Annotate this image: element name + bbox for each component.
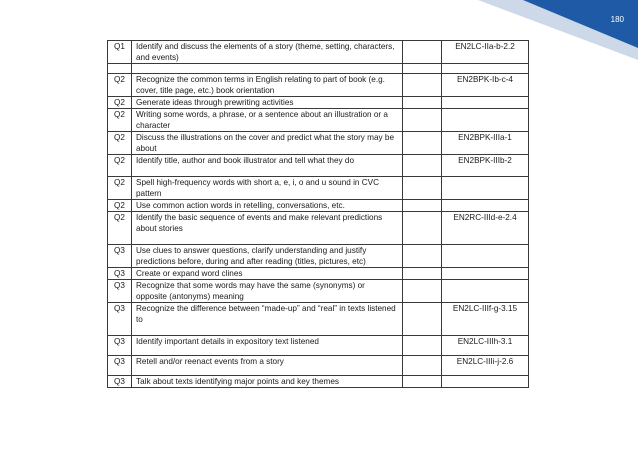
quarter-cell: Q3 [108, 376, 132, 388]
code-cell [442, 376, 529, 388]
table-row [108, 109, 529, 132]
table-row [108, 74, 529, 97]
spacer-row [108, 64, 529, 74]
quarter-cell: Q3 [108, 280, 132, 303]
competency-cell: Identify the basic sequence of events and make relevant predictions about stories [132, 212, 403, 245]
quarter-cell: Q3 [108, 245, 132, 268]
quarter-cell: Q2 [108, 109, 132, 132]
code-cell [442, 109, 529, 132]
table-row [108, 376, 529, 388]
blank-cell [403, 376, 442, 388]
blank-cell [403, 155, 442, 177]
competency-cell: Writing some words, a phrase, or a sentence about an illustration or a character [132, 109, 403, 132]
table-row [108, 41, 529, 64]
table-row [108, 280, 529, 303]
quarter-cell: Q3 [108, 303, 132, 336]
quarter-cell: Q1 [108, 41, 132, 64]
quarter-cell: Q3 [108, 356, 132, 376]
table-row [108, 336, 529, 356]
quarter-cell: Q2 [108, 97, 132, 109]
blank-cell [403, 177, 442, 200]
table-row [108, 97, 529, 109]
code-cell: EN2LC-IIIh-3.1 [442, 336, 529, 356]
code-cell [442, 177, 529, 200]
quarter-cell: Q2 [108, 200, 132, 212]
competency-cell: Recognize that some words may have the same (synonyms) or opposite (antonyms) meaning [132, 280, 403, 303]
code-cell [442, 280, 529, 303]
competency-cell: Talk about texts identifying major points and key themes [132, 376, 403, 388]
blank-cell [403, 212, 442, 245]
competency-cell: Use common action words in retelling, conversations, etc. [132, 200, 403, 212]
competency-cell: Generate ideas through prewriting activities [132, 97, 403, 109]
quarter-cell: Q2 [108, 155, 132, 177]
blank-cell [403, 336, 442, 356]
blank-cell [403, 200, 442, 212]
table-row [108, 245, 529, 268]
code-cell [442, 97, 529, 109]
blank-cell [403, 109, 442, 132]
blank-cell [403, 97, 442, 109]
blank-cell [403, 280, 442, 303]
code-cell [442, 268, 529, 280]
blank-cell [403, 132, 442, 155]
table-row [108, 132, 529, 155]
competency-cell: Spell high-frequency words with short a, e, i, o and u sound in CVC pattern [132, 177, 403, 200]
table-row [108, 155, 529, 177]
quarter-cell: Q2 [108, 74, 132, 97]
competency-cell: Create or expand word clines [132, 268, 403, 280]
competency-cell: Recognize the common terms in English relating to part of book (e.g. cover, title page, etc.) book orientation [132, 74, 403, 97]
blank-cell [403, 74, 442, 97]
quarter-cell: Q3 [108, 336, 132, 356]
quarter-cell: Q2 [108, 212, 132, 245]
blank-cell [403, 356, 442, 376]
table-row [108, 356, 529, 376]
blank-cell [403, 245, 442, 268]
code-cell: EN2LC-IIIi-j-2.6 [442, 356, 529, 376]
competency-cell: Identify and discuss the elements of a story (theme, setting, characters, and events) [132, 41, 403, 64]
blank-cell [403, 41, 442, 64]
code-cell: EN2RC-IIId-e-2.4 [442, 212, 529, 245]
table-row [108, 303, 529, 336]
competency-cell: Discuss the illustrations on the cover and predict what the story may be about [132, 132, 403, 155]
curriculum-table [107, 40, 529, 388]
table-row [108, 268, 529, 280]
code-cell: EN2LC-IIa-b-2.2 [442, 41, 529, 64]
code-cell: EN2BPK-IIIa-1 [442, 132, 529, 155]
code-cell [442, 200, 529, 212]
code-cell [442, 245, 529, 268]
quarter-cell: Q2 [108, 132, 132, 155]
code-cell: EN2BPK-IIIb-2 [442, 155, 529, 177]
competency-cell: Identify title, author and book illustrator and tell what they do [132, 155, 403, 177]
quarter-cell: Q3 [108, 268, 132, 280]
competency-cell: Identify important details in expository text listened [132, 336, 403, 356]
blank-cell [403, 268, 442, 280]
table-row [108, 200, 529, 212]
page-number: 180 [610, 15, 624, 24]
code-cell: EN2BPK-Ib-c-4 [442, 74, 529, 97]
quarter-cell: Q2 [108, 177, 132, 200]
table-row [108, 177, 529, 200]
competency-cell: Recognize the difference between “made-up” and “real” in texts listened to [132, 303, 403, 336]
competency-cell: Use clues to answer questions, clarify understanding and justify predictions before, during and after reading (titles, pictures, etc) [132, 245, 403, 268]
competency-cell: Retell and/or reenact events from a story [132, 356, 403, 376]
blank-cell [403, 303, 442, 336]
code-cell: EN2LC-IIIf-g-3.15 [442, 303, 529, 336]
table-row [108, 212, 529, 245]
